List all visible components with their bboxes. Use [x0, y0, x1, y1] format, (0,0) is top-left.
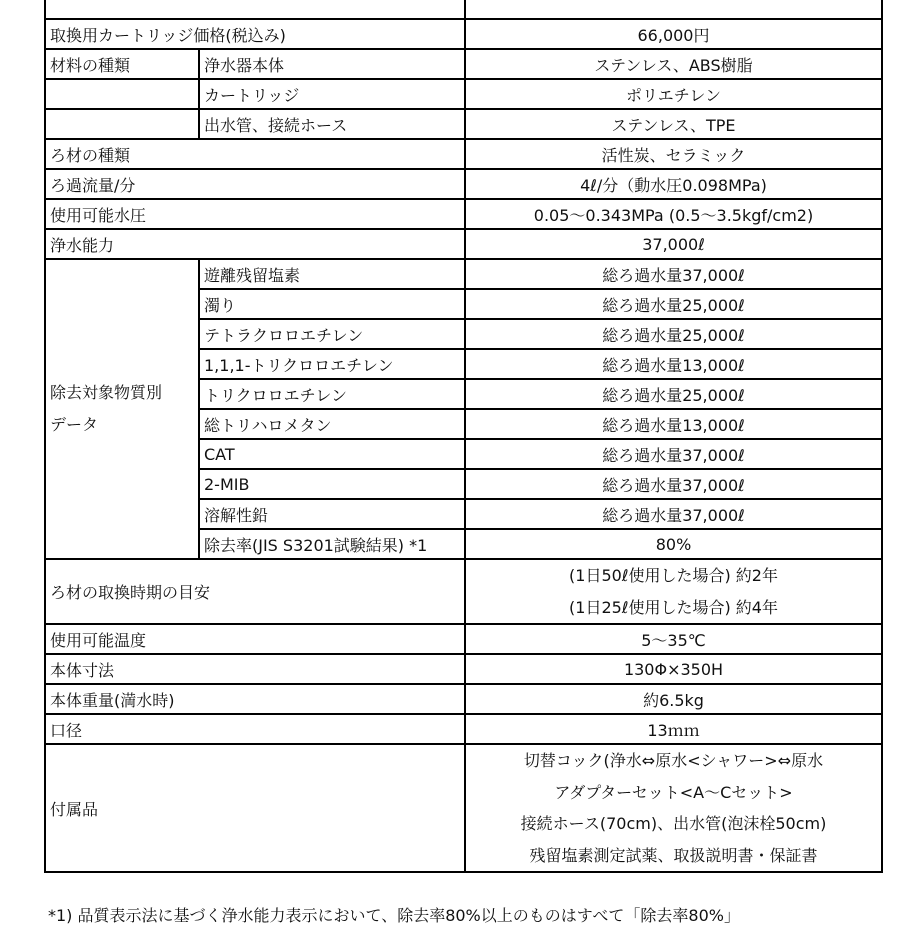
flow-rate-label: ろ過流量/分 — [45, 169, 465, 199]
removal-label — [45, 259, 199, 559]
accessory-line: 接続ホース(70cm)、出水管(泡沫栓50cm) — [520, 814, 827, 833]
table-row — [45, 0, 882, 19]
removal-substance: トリクロロエチレン — [199, 379, 465, 409]
removal-value: 総ろ過水量25,000ℓ — [465, 319, 882, 349]
dimensions-value: 130Φ×350H — [465, 654, 882, 684]
row-material-cartridge — [45, 79, 882, 109]
accessories-value — [465, 744, 882, 872]
filter-media-label: ろ材の種類 — [45, 139, 465, 169]
row-replacement — [45, 559, 882, 624]
accessory-line: アダプターセット<A～Cセット> — [554, 782, 793, 802]
footnote: *1) 品質表示法に基づく浄水能力表示において、除去率80%以上のものはすべて「除去率80%」 — [48, 906, 740, 925]
filter-media-value: 活性炭、セラミック — [465, 139, 882, 169]
replacement-value — [465, 559, 882, 624]
removal-substance: テトラクロロエチレン — [199, 319, 465, 349]
replacement-line: (1日50ℓ使用した場合) 約2年 — [569, 566, 778, 585]
material-part: 浄水器本体 — [199, 49, 465, 79]
replacement-label: ろ材の取換時期の目安 — [45, 559, 465, 624]
material-part: カートリッジ — [199, 79, 465, 109]
row-cartridge-price — [45, 19, 882, 49]
diameter-value: 13ｍｍ — [465, 714, 882, 744]
pressure-value: 0.05～0.343MPa (0.5～3.5kgf/cm2) — [465, 199, 882, 229]
capacity-value: 37,000ℓ — [465, 229, 882, 259]
removal-substance: 総トリハロメタン — [199, 409, 465, 439]
row-filter-media — [45, 139, 882, 169]
material-part: 出水管、接続ホース — [199, 109, 465, 139]
material-value: ポリエチレン — [465, 79, 882, 109]
row-flow-rate — [45, 169, 882, 199]
row-temperature — [45, 624, 882, 654]
accessory-line: 残留塩素測定試薬、取扱説明書・保証書 — [529, 845, 818, 865]
pressure-label: 使用可能水圧 — [45, 199, 465, 229]
materials-label: 材料の種類 — [45, 49, 199, 79]
removal-value: 総ろ過水量37,000ℓ — [465, 439, 882, 469]
cartridge-price-label: 取換用カートリッジ価格(税込み) — [45, 19, 465, 49]
row-dimensions — [45, 654, 882, 684]
row-removal — [45, 259, 882, 289]
removal-value: 総ろ過水量13,000ℓ — [465, 349, 882, 379]
removal-value: 総ろ過水量37,000ℓ — [465, 259, 882, 289]
dimensions-label: 本体寸法 — [45, 654, 465, 684]
removal-value: 総ろ過水量37,000ℓ — [465, 469, 882, 499]
removal-substance: 2-MIB — [199, 469, 465, 499]
weight-label: 本体重量(満水時) — [45, 684, 465, 714]
temperature-label: 使用可能温度 — [45, 624, 465, 654]
accessories-label: 付属品 — [45, 744, 465, 872]
row-capacity — [45, 229, 882, 259]
weight-value: 約6.5kg — [465, 684, 882, 714]
removal-substance: 除去率(JIS S3201試験結果) *1 — [199, 529, 465, 559]
replacement-line: (1日25ℓ使用した場合) 約4年 — [569, 597, 778, 617]
material-value: ステンレス、TPE — [465, 109, 882, 139]
removal-substance: 溶解性鉛 — [199, 499, 465, 529]
removal-label-line2: データ — [50, 415, 99, 434]
removal-value: 総ろ過水量25,000ℓ — [465, 289, 882, 319]
removal-value: 総ろ過水量25,000ℓ — [465, 379, 882, 409]
capacity-label: 浄水能力 — [45, 229, 465, 259]
removal-substance: 濁り — [199, 289, 465, 319]
row-weight — [45, 684, 882, 714]
row-diameter — [45, 714, 882, 744]
row-material-hose — [45, 109, 882, 139]
row-pressure — [45, 199, 882, 229]
removal-substance: CAT — [199, 439, 465, 469]
removal-value: 総ろ過水量13,000ℓ — [465, 409, 882, 439]
removal-label-line1: 除去対象物質別 — [50, 383, 163, 402]
spec-table — [44, 0, 883, 873]
flow-rate-value: 4ℓ/分（動水圧0.098MPa) — [465, 169, 882, 199]
material-value: ステンレス、ABS樹脂 — [465, 49, 882, 79]
temperature-value: 5～35℃ — [465, 624, 882, 654]
diameter-label: 口径 — [45, 714, 465, 744]
row-accessories — [45, 744, 882, 872]
row-material-body — [45, 49, 882, 79]
cartridge-price-value: 66,000円 — [465, 19, 882, 49]
removal-value: 80% — [465, 529, 882, 559]
accessory-line: 切替コック(浄水⇔原水<シャワー>⇔原水 — [523, 751, 824, 770]
removal-substance: 遊離残留塩素 — [199, 259, 465, 289]
removal-substance: 1,1,1-トリクロロエチレン — [199, 349, 465, 379]
removal-value: 総ろ過水量37,000ℓ — [465, 499, 882, 529]
